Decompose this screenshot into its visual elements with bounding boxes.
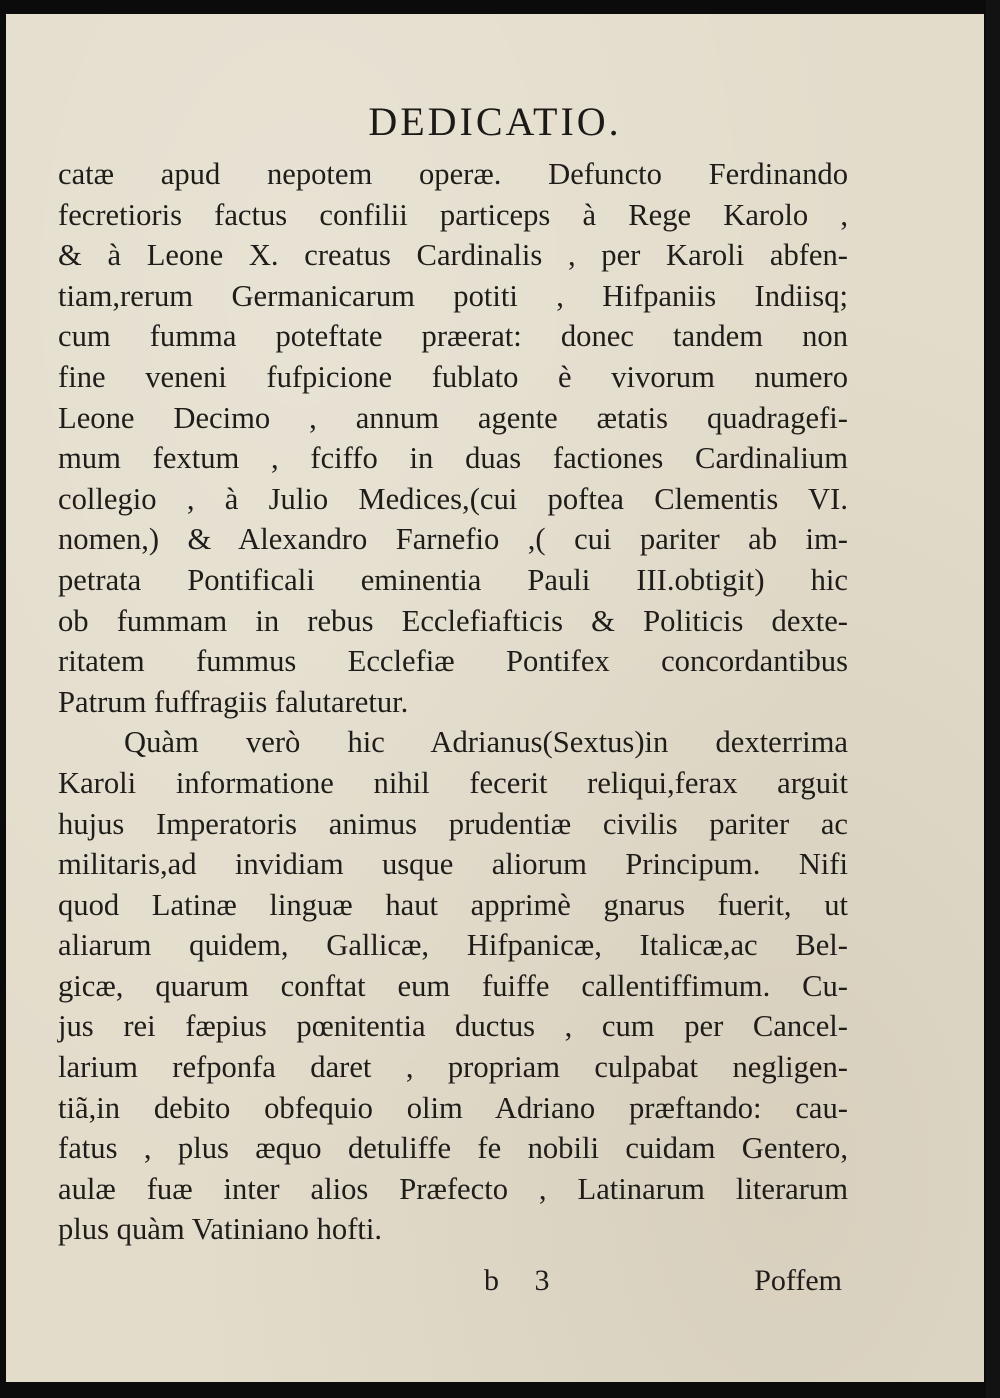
body-text [58, 154, 848, 1250]
text-line: & à Leone X. creatus Cardinalis , per Karoli abfen- [58, 238, 848, 273]
text-line: aulæ fuæ inter alios Præfecto , Latinarum literarum [58, 1171, 848, 1206]
text-line: Quàm verò hic Adrianus(Sextus)in dexterrima [124, 725, 848, 760]
text-line: tiam,rerum Germanicarum potiti , Hifpaniis Indiisq; [58, 278, 848, 313]
text-line: fine veneni fufpicione fublato è vivorum numero [58, 359, 848, 394]
text-line: ritatem fummus Ecclefiæ Pontifex concordantibus [58, 644, 848, 679]
text-line: collegio , à Julio Medices,(cui poftea Clementis VI. [58, 481, 848, 516]
text-line: Leone Decimo , annum agente ætatis quadragefi- [58, 400, 848, 435]
scan-border [986, 0, 1000, 1398]
text-line: cum fumma poteftate præerat: donec tandem non [58, 319, 848, 354]
text-line: mum fextum , fciffo in duas factiones Cardinalium [58, 441, 848, 476]
text-line: petrata Pontificali eminentia Pauli III.obtigit) hic [58, 562, 848, 597]
text-line: Karoli informatione nihil fecerit reliqui,ferax arguit [58, 765, 848, 800]
text-line: larium refponfa daret , propriam culpabat negligen- [58, 1050, 848, 1085]
page-footer [6, 1264, 984, 1304]
catchword: Poffem [754, 1264, 842, 1297]
text-line: nomen,) & Alexandro Farnefio ,( cui pariter ab im- [58, 522, 848, 557]
text-line: militaris,ad invidiam usque aliorum Principum. Nifi [58, 847, 848, 882]
text-line: plus quàm Vatiniano hofti. [58, 1212, 383, 1247]
text-line: tiã,in debito obfequio olim Adriano præftando: cau- [58, 1090, 848, 1125]
text-line: catæ apud nepotem operæ. Defuncto Ferdinando [58, 157, 848, 191]
text-line: hujus Imperatoris animus prudentiæ civilis pariter ac [58, 806, 848, 841]
text-line: fecretioris factus confilii particeps à Rege Karolo , [58, 197, 848, 232]
text-line: ob fummam in rebus Ecclefiafticis & Politicis dexte- [58, 603, 848, 638]
signature-mark: b 3 [484, 1264, 564, 1297]
text-line: quod Latinæ linguæ haut apprimè gnarus fuerit, ut [58, 887, 848, 922]
text-line: fatus , plus æquo detuliffe fe nobili cuidam Gentero, [58, 1131, 848, 1166]
text-line: gicæ, quarum conftat eum fuiffe callentiffimum. Cu- [58, 968, 848, 1003]
page-header: DEDICATIO. [368, 99, 622, 144]
book-page [6, 14, 984, 1382]
text-line: Patrum fuffragiis falutaretur. [58, 684, 409, 719]
text-line: aliarum quidem, Gallicæ, Hifpanicæ, Italicæ,ac Bel- [58, 928, 848, 963]
text-line: jus rei fæpius pœnitentia ductus , cum per Cancel- [58, 1009, 848, 1044]
